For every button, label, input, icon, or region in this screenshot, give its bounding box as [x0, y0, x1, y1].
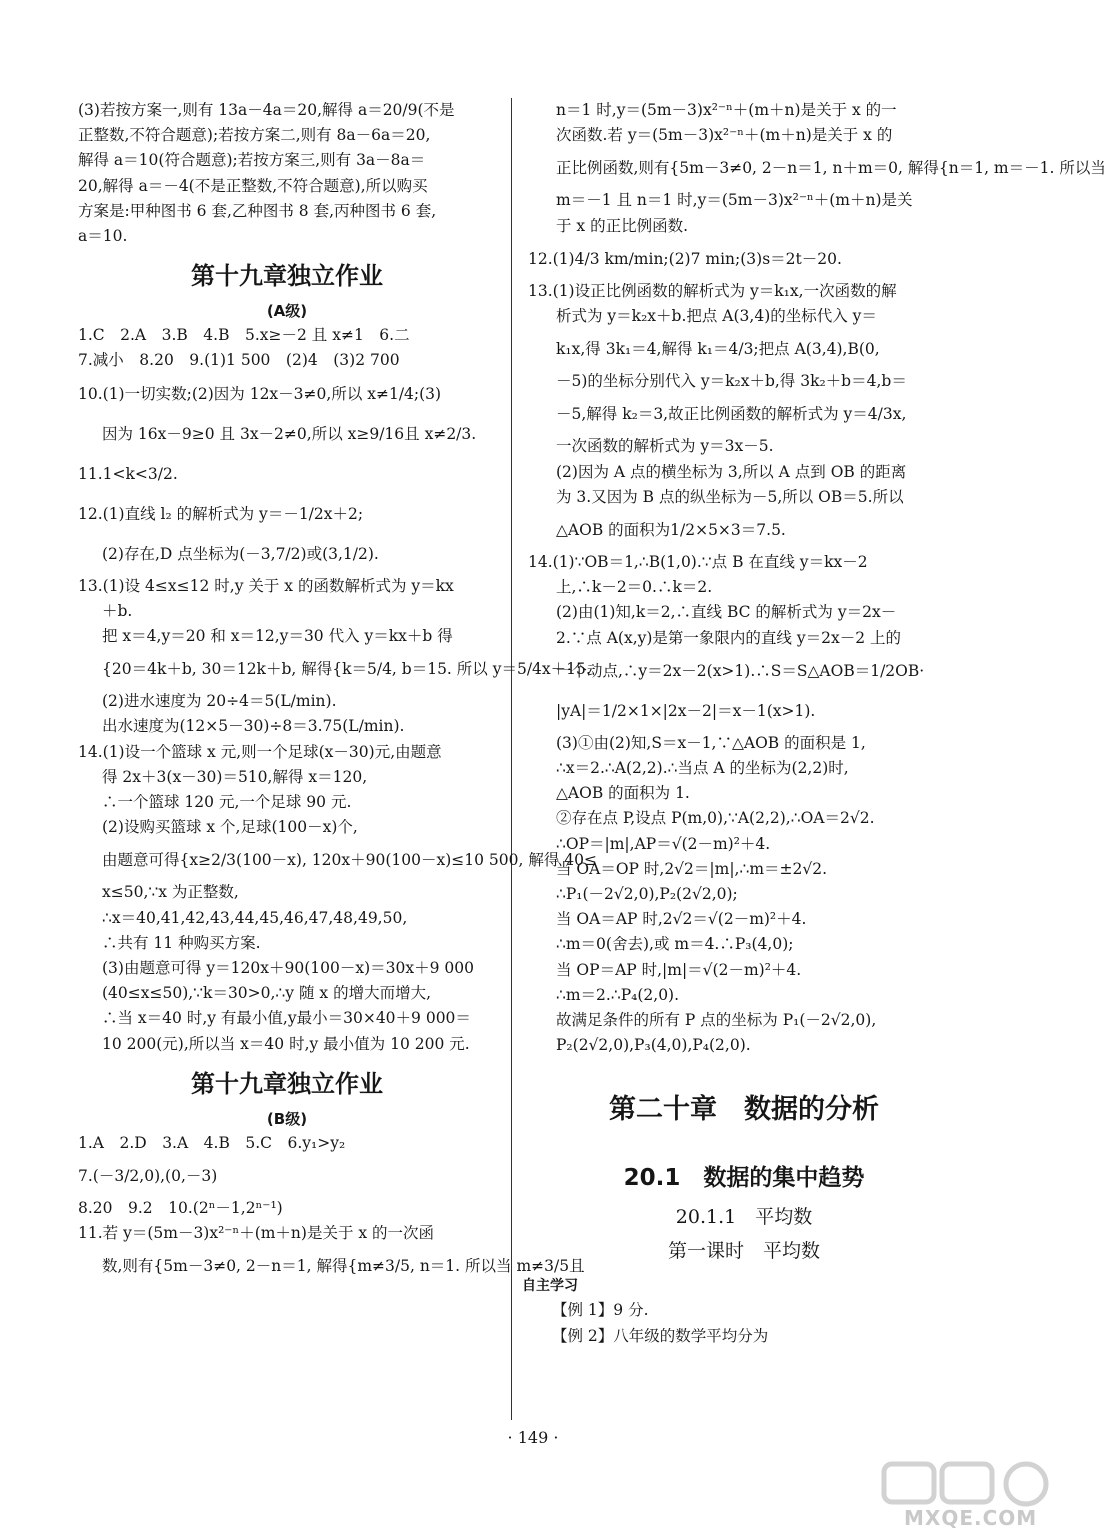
- answer-line: P₂(2√2,0),P₃(4,0),P₄(2,0).: [556, 1036, 751, 1055]
- example-line: 【例 1】9 分.: [552, 1301, 649, 1320]
- answer-line: 1.C 2.A 3.B 4.B 5.x≥－2 且 x≠1 6.二: [78, 326, 410, 345]
- answer-line: 正比例函数,则有{5m－3≠0, 2－n＝1, n＋m＝0, 解得{n＝1, m＝－1. 所以当: [556, 159, 1106, 178]
- answer-line: ∴x＝2.∴A(2,2).∴当点 A 的坐标为(2,2)时,: [556, 759, 849, 778]
- answer-line: 得 2x＋3(x－30)＝510,解得 x＝120,: [102, 767, 368, 786]
- answer-line: (40≤x≤50),∵k＝30>0,∴y 随 x 的增大而增大,: [102, 984, 432, 1003]
- answer-line: 13.(1)设正比例函数的解析式为 y＝k₁x,一次函数的解: [528, 281, 897, 300]
- example-line: 【例 2】八年级的数学平均分为: [552, 1326, 769, 1345]
- answer-line: 当 OA＝AP 时,2√2＝√(2－m)²＋4.: [556, 910, 807, 929]
- answer-line: 析式为 y＝k₂x＋b.把点 A(3,4)的坐标代入 y＝: [556, 307, 877, 326]
- section-heading-a: 第十九章独立作业: [191, 262, 383, 291]
- answer-line: 10 200(元),所以当 x＝40 时,y 最小值为 10 200 元.: [102, 1034, 470, 1053]
- page-number: · 149 ·: [507, 1428, 559, 1447]
- answer-line: 一个动点,∴y＝2x－2(x>1).∴S＝S△AOB＝1/2OB·: [556, 661, 925, 680]
- answer-line: x≤50,∵x 为正整数,: [102, 883, 239, 902]
- answer-line: 当 OP＝AP 时,|m|＝√(2－m)²＋4.: [556, 960, 802, 979]
- answer-line: －5,解得 k₂＝3,故正比例函数的解析式为 y＝4/3x,: [556, 405, 907, 424]
- answer-line: 14.(1)设一个篮球 x 元,则一个足球(x－30)元,由题意: [78, 742, 442, 761]
- answer-line: 7.减小 8.20 9.(1)1 500 (2)4 (3)2 700: [78, 351, 400, 370]
- text-line: a＝10.: [78, 227, 128, 246]
- answer-line: ＋b.: [102, 601, 133, 620]
- answer-line: ∴OP＝|m|,AP＝√(2－m)²＋4.: [556, 834, 771, 853]
- answer-line: |yA|＝1/2×1×|2x－2|＝x－1(x>1).: [556, 701, 816, 720]
- answer-line: 出水速度为(12×5－30)÷8＝3.75(L/min).: [102, 717, 405, 736]
- answer-line: 7.(－3/2,0),(0,－3): [78, 1167, 218, 1186]
- answer-line: 次函数.若 y＝(5m－3)x²⁻ⁿ＋(m＋n)是关于 x 的: [556, 126, 893, 145]
- answer-line: 故满足条件的所有 P 点的坐标为 P₁(－2√2,0),: [556, 1011, 877, 1030]
- answer-line: 12.(1)直线 l₂ 的解析式为 y＝－1/2x＋2;: [78, 504, 364, 523]
- answer-line: m＝－1 且 n＝1 时,y＝(5m－3)x²⁻ⁿ＋(m＋n)是关: [556, 191, 913, 210]
- answer-line: k₁x,得 3k₁＝4,解得 k₁＝4/3;把点 A(3,4),B(0,: [556, 340, 880, 359]
- answer-line: 一次函数的解析式为 y＝3x－5.: [556, 437, 774, 456]
- chapter-title: 第二十章 数据的分析: [609, 1094, 879, 1126]
- section-title: 20.1 数据的集中趋势: [623, 1165, 865, 1192]
- right-column: [522, 98, 1106, 1349]
- answer-line: 由题意可得{x≥2/3(100－x), 120x＋90(100－x)≤10 500, 解得 40≤: [102, 851, 597, 870]
- answer-line: 11.若 y＝(5m－3)x²⁻ⁿ＋(m＋n)是关于 x 的一次函: [78, 1224, 435, 1243]
- answer-line: 因为 16x－9≥0 且 3x－2≠0,所以 x≥9/16且 x≠2/3.: [102, 424, 477, 443]
- answer-line: 10.(1)一切实数;(2)因为 12x－3≠0,所以 x≠1/4;(3): [78, 384, 442, 403]
- lesson-title: 第一课时 平均数: [667, 1240, 820, 1263]
- answer-line: {20＝4k＋b, 30＝12k＋b, 解得{k＝5/4, b＝15. 所以 y＝5/4x＋15.: [102, 660, 591, 679]
- answer-line: △AOB 的面积为 1.: [556, 784, 690, 803]
- answer-line: (2)由(1)知,k＝2,∴直线 BC 的解析式为 y＝2x－: [556, 603, 897, 622]
- answer-line: ②存在点 P,设点 P(m,0),∵A(2,2),∴OA＝2√2.: [556, 809, 875, 828]
- answer-line: (3)①由(2)知,S＝x－1,∵△AOB 的面积是 1,: [556, 733, 866, 752]
- answer-line: 11.1<k<3/2.: [78, 464, 178, 483]
- section-heading-b: 第十九章独立作业: [191, 1069, 383, 1098]
- answer-line: (2)设购买篮球 x 个,足球(100－x)个,: [102, 818, 358, 837]
- answer-line: －5)的坐标分别代入 y＝k₂x＋b,得 3k₂＋b＝4,b＝: [556, 372, 907, 391]
- answer-line: 2.∵点 A(x,y)是第一象限内的直线 y＝2x－2 上的: [556, 628, 902, 647]
- answer-line: (2)因为 A 点的横坐标为 3,所以 A 点到 OB 的距离: [556, 462, 907, 481]
- answer-line: (3)由题意可得 y＝120x＋90(100－x)＝30x＋9 000: [102, 959, 474, 978]
- self-study-label: 自主学习: [522, 1278, 578, 1295]
- level-label-a: (A级): [266, 302, 308, 321]
- text-line: 方案是:甲种图书 6 套,乙种图书 8 套,丙种图书 6 套,: [78, 201, 437, 220]
- level-label-b: (B级): [266, 1109, 308, 1128]
- answer-line: ∴P₁(－2√2,0),P₂(2√2,0);: [556, 885, 738, 904]
- answer-line: ∴当 x＝40 时,y 有最小值,y最小＝30×40＋9 000＝: [102, 1009, 471, 1028]
- watermark-text: MXQE.COM: [904, 1506, 1038, 1530]
- text-line: 解得 a＝10(符合题意);若按方案三,则有 3a－8a＝: [78, 151, 426, 170]
- answer-line: n＝1 时,y＝(5m－3)x²⁻ⁿ＋(m＋n)是关于 x 的一: [556, 101, 897, 119]
- answer-line: 为 3.又因为 B 点的纵坐标为－5,所以 OB＝5.所以: [556, 487, 904, 506]
- column-divider: [511, 98, 512, 1420]
- answer-line: 上,∴k－2＝0.∴k＝2.: [556, 578, 713, 597]
- answer-line: 当 OA＝OP 时,2√2＝|m|,∴m＝±2√2.: [556, 859, 828, 878]
- answer-line: 把 x＝4,y＝20 和 x＝12,y＝30 代入 y＝kx＋b 得: [102, 627, 453, 646]
- answer-line: ∴x＝40,41,42,43,44,45,46,47,48,49,50,: [102, 908, 408, 927]
- text-line: 正整数,不符合题意);若按方案二,则有 8a－6a＝20,: [78, 126, 431, 145]
- subsection-title: 20.1.1 平均数: [675, 1206, 813, 1229]
- left-column: [78, 98, 597, 1286]
- answer-line: 1.A 2.D 3.A 4.B 5.C 6.y₁>y₂: [78, 1133, 346, 1152]
- answer-line: ∴共有 11 种购买方案.: [102, 933, 261, 952]
- answer-line: 8.20 9.2 10.(2ⁿ－1,2ⁿ⁻¹): [78, 1199, 283, 1218]
- answer-line: △AOB 的面积为1/2×5×3＝7.5.: [556, 521, 786, 540]
- answer-line: 于 x 的正比例函数.: [556, 216, 689, 235]
- answer-line: ∴一个篮球 120 元,一个足球 90 元.: [102, 793, 352, 812]
- text-line: (3)若按方案一,则有 13a－4a＝20,解得 a＝20/9(不是: [78, 101, 455, 119]
- answer-line: (2)进水速度为 20÷4＝5(L/min).: [102, 692, 337, 711]
- answer-line: ∴m＝2.∴P₄(2,0).: [556, 985, 680, 1004]
- answer-line: ∴m＝0(舍去),或 m＝4.∴P₃(4,0);: [556, 935, 794, 954]
- answer-line: (2)存在,D 点坐标为(－3,7/2)或(3,1/2).: [102, 544, 379, 563]
- answer-line: 12.(1)4/3 km/min;(2)7 min;(3)s＝2t－20.: [528, 249, 842, 268]
- answer-line: 14.(1)∵OB＝1,∴B(1,0).∵点 B 在直线 y＝kx－2: [528, 553, 868, 572]
- answer-line: 数,则有{5m－3≠0, 2－n＝1, 解得{m≠3/5, n＝1. 所以当 m≠3/5且: [102, 1257, 585, 1276]
- text-line: 20,解得 a＝－4(不是正整数,不符合题意),所以购买: [78, 176, 428, 195]
- answer-line: 13.(1)设 4≤x≤12 时,y 关于 x 的函数解析式为 y＝kx: [78, 576, 454, 595]
